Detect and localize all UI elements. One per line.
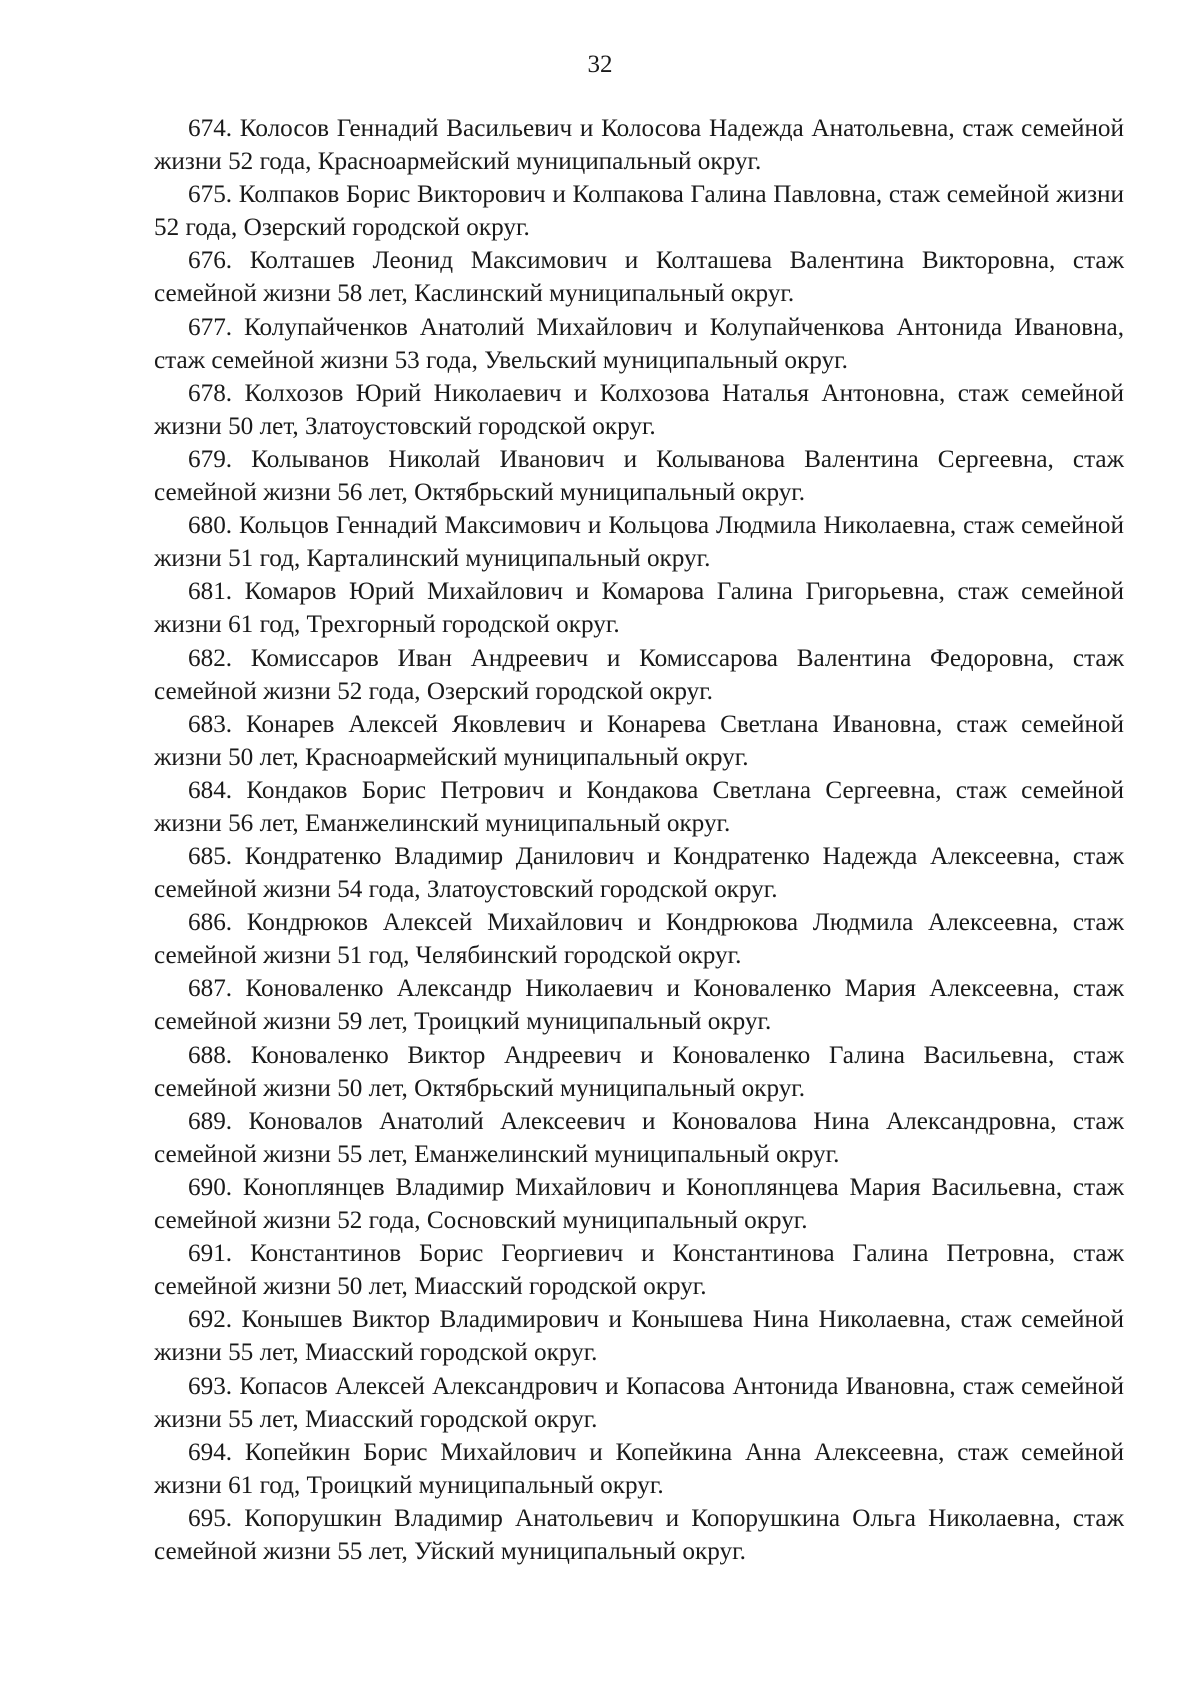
list-item: 681. Комаров Юрий Михайлович и Комарова Галина Григорьевна, стаж семейной жизни 61 год, Трехгорный городской округ. [154, 578, 1124, 639]
list-item: 678. Колхозов Юрий Николаевич и Колхозова Наталья Антоновна, стаж семейной жизни 50 лет, Златоустовский городской округ. [154, 379, 1124, 440]
list-item: 686. Кондрюков Алексей Михайлович и Кондрюкова Людмила Алексеевна, стаж семейной жизни 51 год, Челябинский городской округ. [154, 909, 1124, 970]
list-item: 687. Коноваленко Александр Николаевич и Коноваленко Мария Алексеевна, стаж семейной жизни 59 лет, Троицкий муниципальный округ. [154, 975, 1124, 1036]
list-item: 680. Кольцов Геннадий Максимович и Кольцова Людмила Николаевна, стаж семейной жизни 51 год, Карталинский муниципальный округ. [154, 512, 1124, 573]
list-item: 683. Конарев Алексей Яковлевич и Конарева Светлана Ивановна, стаж семейной жизни 50 лет, Красноармейский муниципальный округ. [154, 710, 1124, 771]
list-item: 693. Копасов Алексей Александрович и Копасова Антонида Ивановна, стаж семейной жизни 55 лет, Миасский городской округ. [154, 1372, 1124, 1433]
page-number: 32 [587, 51, 613, 78]
list-item: 692. Конышев Виктор Владимирович и Конышева Нина Николаевна, стаж семейной жизни 55 лет, Миасский городской округ. [154, 1306, 1124, 1367]
list-item: 688. Коноваленко Виктор Андреевич и Коноваленко Галина Васильевна, стаж семейной жизни 50 лет, Октябрьский муниципальный округ. [154, 1041, 1124, 1102]
list-item: 691. Константинов Борис Георгиевич и Константинова Галина Петровна, стаж семейной жизни 50 лет, Миасский городской округ. [154, 1240, 1124, 1301]
list-item: 684. Кондаков Борис Петрович и Кондакова Светлана Сергеевна, стаж семейной жизни 56 лет, Еманжелинский муниципальный округ. [154, 776, 1124, 837]
list-item: 675. Колпаков Борис Викторович и Колпакова Галина Павловна, стаж семейной жизни 52 года, Озерский городской округ. [154, 181, 1124, 242]
list-item: 682. Комиссаров Иван Андреевич и Комиссарова Валентина Федоровна, стаж семейной жизни 52 года, Озерский городской округ. [154, 644, 1124, 705]
list-item: 694. Копейкин Борис Михайлович и Копейкина Анна Алексеевна, стаж семейной жизни 61 год, Троицкий муниципальный округ. [154, 1438, 1124, 1499]
list-item: 695. Копорушкин Владимир Анатольевич и Копорушкина Ольга Николаевна, стаж семейной жизни 55 лет, Уйский муниципальный округ. [154, 1504, 1124, 1565]
list-item: 685. Кондратенко Владимир Данилович и Кондратенко Надежда Алексеевна, стаж семейной жизни 54 года, Златоустовский городской округ. [154, 843, 1124, 904]
list-item: 689. Коновалов Анатолий Алексеевич и Коновалова Нина Александровна, стаж семейной жизни 55 лет, Еманжелинский муниципальный округ. [154, 1107, 1124, 1168]
list-item: 676. Колташев Леонид Максимович и Колташева Валентина Викторовна, стаж семейной жизни 58 лет, Каслинский муниципальный округ. [154, 247, 1124, 308]
list-item: 674. Колосов Геннадий Васильевич и Колосова Надежда Анатольевна, стаж семейной жизни 52 года, Красноармейский муниципальный округ. [154, 115, 1124, 175]
list-item: 677. Колупайченков Анатолий Михайлович и Колупайченкова Антонида Ивановна, стаж семейной жизни 53 года, Увельский муниципальный округ. [154, 313, 1124, 374]
list-item: 679. Колыванов Николай Иванович и Колыванова Валентина Сергеевна, стаж семейной жизни 56 лет, Октябрьский муниципальный округ. [154, 445, 1124, 506]
entry-list [154, 112, 1124, 1568]
list-item: 690. Коноплянцев Владимир Михайлович и Коноплянцева Мария Васильевна, стаж семейной жизни 52 года, Сосновский муниципальный округ. [154, 1174, 1124, 1234]
